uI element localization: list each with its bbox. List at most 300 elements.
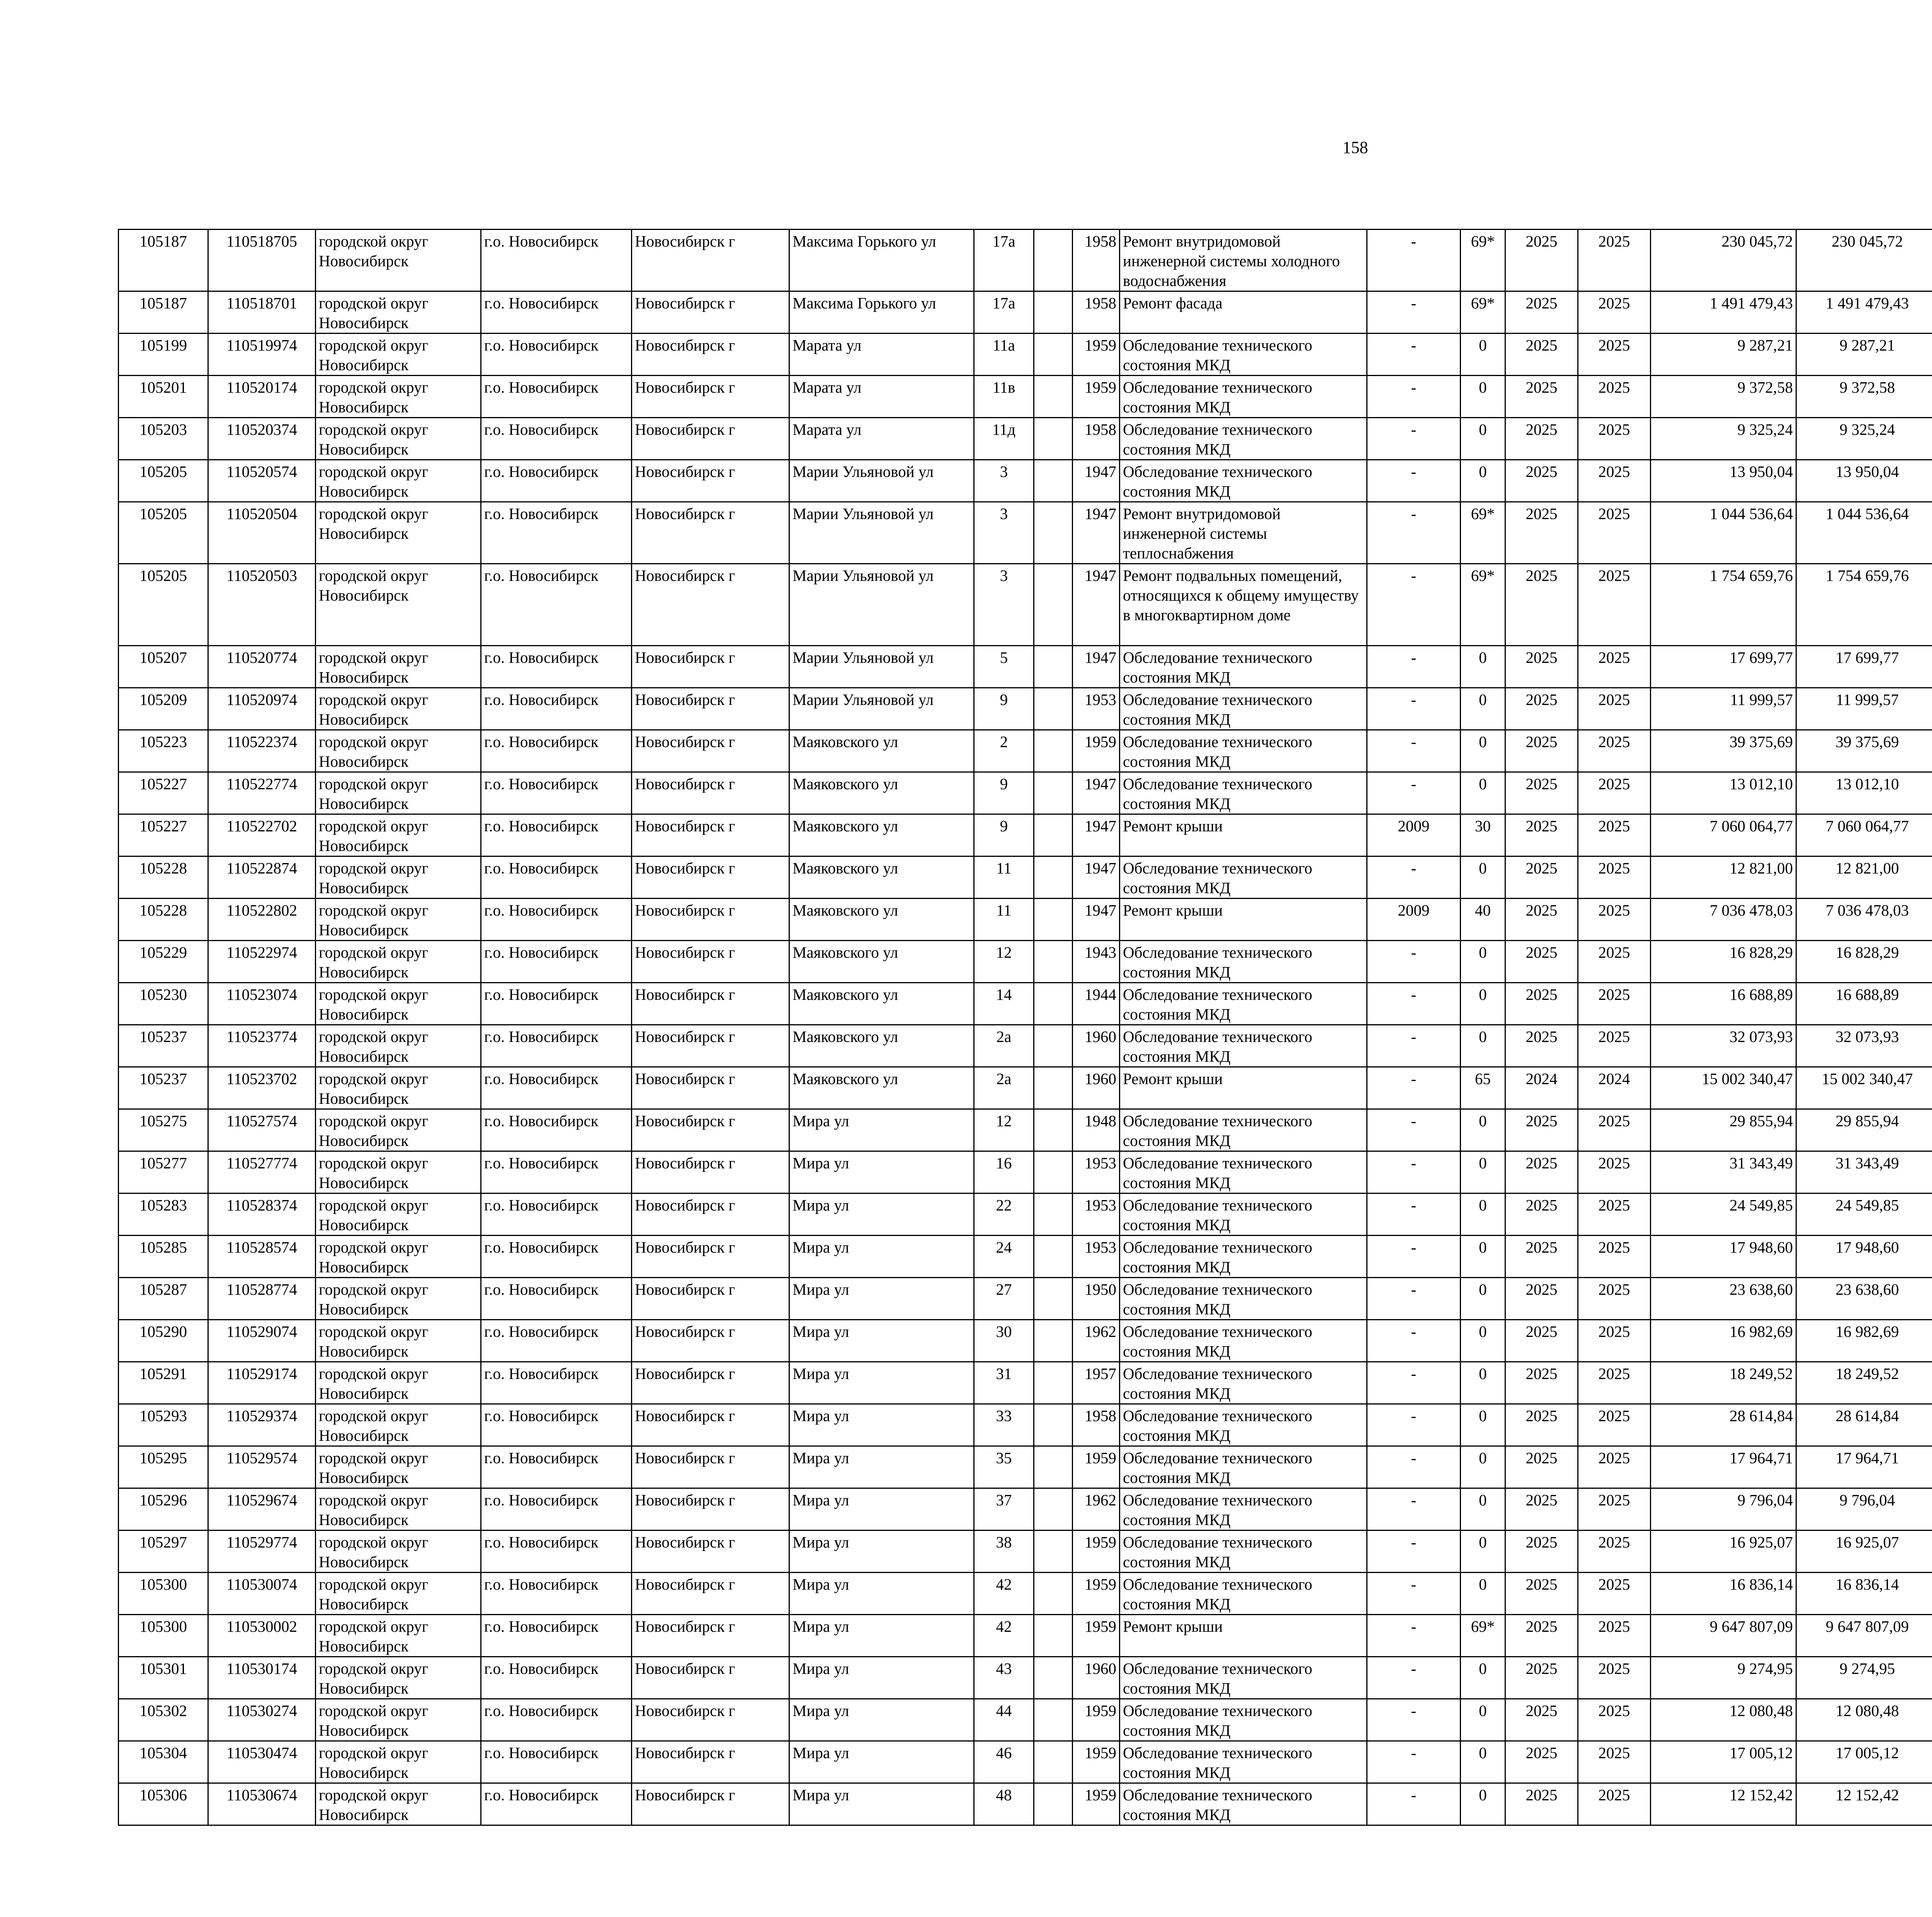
cell-record-id: 105285 bbox=[119, 1236, 208, 1278]
cell-plan-year-end: 2025 bbox=[1578, 502, 1651, 564]
cell-wear-percent: 0 bbox=[1461, 646, 1505, 688]
cell-wear-percent: 0 bbox=[1461, 1783, 1505, 1825]
cell-street: Марата ул bbox=[789, 334, 974, 376]
cell-object-code: 110520504 bbox=[208, 502, 316, 564]
cell-last-repair-year: - bbox=[1367, 1446, 1461, 1488]
cell-build-year: 1959 bbox=[1073, 1615, 1120, 1657]
cell-plan-year-end: 2025 bbox=[1578, 772, 1651, 814]
cell-fund-cost: 9 372,58 bbox=[1796, 376, 1932, 418]
cell-settlement: Новосибирск г bbox=[632, 1320, 789, 1362]
cell-house-letter bbox=[1034, 730, 1073, 772]
cell-house-letter bbox=[1034, 1488, 1073, 1531]
cell-build-year: 1959 bbox=[1073, 1531, 1120, 1573]
cell-municipality: городской округ Новосибирск bbox=[316, 1783, 481, 1825]
cell-municipality: городской округ Новосибирск bbox=[316, 1657, 481, 1699]
cell-last-repair-year: - bbox=[1367, 1278, 1461, 1320]
cell-fund-cost: 17 964,71 bbox=[1796, 1446, 1932, 1488]
cell-record-id: 105237 bbox=[119, 1025, 208, 1067]
cell-fund-cost: 17 005,12 bbox=[1796, 1741, 1932, 1783]
cell-object-code: 110522874 bbox=[208, 856, 316, 899]
cell-last-repair-year: - bbox=[1367, 1067, 1461, 1109]
cell-house-number: 48 bbox=[974, 1783, 1034, 1825]
cell-total-cost: 17 948,60 bbox=[1651, 1236, 1796, 1278]
cell-record-id: 105300 bbox=[119, 1573, 208, 1615]
cell-object-code: 110523074 bbox=[208, 983, 316, 1025]
cell-municipal-district: г.о. Новосибирск bbox=[481, 460, 632, 502]
cell-total-cost: 16 836,14 bbox=[1651, 1573, 1796, 1615]
cell-build-year: 1959 bbox=[1073, 730, 1120, 772]
cell-build-year: 1953 bbox=[1073, 1151, 1120, 1193]
cell-municipality: городской округ Новосибирск bbox=[316, 856, 481, 899]
cell-last-repair-year: - bbox=[1367, 688, 1461, 730]
cell-plan-year-start: 2025 bbox=[1505, 418, 1578, 460]
cell-total-cost: 17 964,71 bbox=[1651, 1446, 1796, 1488]
cell-record-id: 105300 bbox=[119, 1615, 208, 1657]
cell-plan-year-start: 2025 bbox=[1505, 1446, 1578, 1488]
cell-street: Мира ул bbox=[789, 1488, 974, 1531]
cell-plan-year-start: 2025 bbox=[1505, 1783, 1578, 1825]
table-row bbox=[119, 941, 1932, 983]
cell-house-letter bbox=[1034, 376, 1073, 418]
cell-plan-year-start: 2025 bbox=[1505, 688, 1578, 730]
cell-build-year: 1947 bbox=[1073, 460, 1120, 502]
cell-last-repair-year: - bbox=[1367, 941, 1461, 983]
cell-object-code: 110530174 bbox=[208, 1657, 316, 1699]
cell-plan-year-start: 2025 bbox=[1505, 1362, 1578, 1404]
cell-street: Маяковского ул bbox=[789, 899, 974, 941]
cell-settlement: Новосибирск г bbox=[632, 1025, 789, 1067]
cell-fund-cost: 1 754 659,76 bbox=[1796, 564, 1932, 646]
cell-municipal-district: г.о. Новосибирск bbox=[481, 1278, 632, 1320]
cell-total-cost: 7 060 064,77 bbox=[1651, 814, 1796, 856]
cell-plan-year-start: 2025 bbox=[1505, 856, 1578, 899]
table-row bbox=[119, 291, 1932, 334]
cell-house-letter bbox=[1034, 941, 1073, 983]
cell-wear-percent: 0 bbox=[1461, 1320, 1505, 1362]
cell-street: Мира ул bbox=[789, 1109, 974, 1151]
cell-record-id: 105203 bbox=[119, 418, 208, 460]
cell-settlement: Новосибирск г bbox=[632, 1783, 789, 1825]
cell-fund-cost: 16 982,69 bbox=[1796, 1320, 1932, 1362]
cell-settlement: Новосибирск г bbox=[632, 291, 789, 334]
cell-plan-year-end: 2025 bbox=[1578, 1531, 1651, 1573]
cell-wear-percent: 40 bbox=[1461, 899, 1505, 941]
cell-settlement: Новосибирск г bbox=[632, 1109, 789, 1151]
cell-house-number: 17а bbox=[974, 291, 1034, 334]
cell-object-code: 110530474 bbox=[208, 1741, 316, 1783]
cell-wear-percent: 0 bbox=[1461, 941, 1505, 983]
cell-house-letter bbox=[1034, 1320, 1073, 1362]
cell-municipality: городской округ Новосибирск bbox=[316, 941, 481, 983]
cell-record-id: 105205 bbox=[119, 502, 208, 564]
cell-house-number: 42 bbox=[974, 1573, 1034, 1615]
cell-record-id: 105227 bbox=[119, 814, 208, 856]
cell-municipal-district: г.о. Новосибирск bbox=[481, 1067, 632, 1109]
cell-house-letter bbox=[1034, 1699, 1073, 1741]
cell-street: Маяковского ул bbox=[789, 730, 974, 772]
cell-fund-cost: 9 647 807,09 bbox=[1796, 1615, 1932, 1657]
cell-municipality: городской округ Новосибирск bbox=[316, 1404, 481, 1446]
cell-plan-year-end: 2025 bbox=[1578, 1193, 1651, 1236]
cell-fund-cost: 16 925,07 bbox=[1796, 1531, 1932, 1573]
cell-plan-year-end: 2025 bbox=[1578, 334, 1651, 376]
cell-total-cost: 1 491 479,43 bbox=[1651, 291, 1796, 334]
cell-last-repair-year: - bbox=[1367, 1404, 1461, 1446]
cell-settlement: Новосибирск г bbox=[632, 814, 789, 856]
cell-plan-year-start: 2025 bbox=[1505, 1699, 1578, 1741]
table-row bbox=[119, 730, 1932, 772]
cell-work-type: Обследование технического состояния МКД bbox=[1120, 1109, 1367, 1151]
cell-last-repair-year: - bbox=[1367, 1151, 1461, 1193]
cell-plan-year-end: 2025 bbox=[1578, 230, 1651, 291]
cell-last-repair-year: - bbox=[1367, 1320, 1461, 1362]
cell-total-cost: 24 549,85 bbox=[1651, 1193, 1796, 1236]
cell-plan-year-start: 2025 bbox=[1505, 1488, 1578, 1531]
cell-wear-percent: 0 bbox=[1461, 1446, 1505, 1488]
cell-total-cost: 39 375,69 bbox=[1651, 730, 1796, 772]
cell-work-type: Ремонт крыши bbox=[1120, 1615, 1367, 1657]
table-row bbox=[119, 814, 1932, 856]
cell-plan-year-end: 2025 bbox=[1578, 814, 1651, 856]
cell-wear-percent: 69* bbox=[1461, 230, 1505, 291]
cell-municipal-district: г.о. Новосибирск bbox=[481, 1362, 632, 1404]
cell-object-code: 110528374 bbox=[208, 1193, 316, 1236]
cell-street: Мира ул bbox=[789, 1151, 974, 1193]
cell-fund-cost: 13 950,04 bbox=[1796, 460, 1932, 502]
cell-house-letter bbox=[1034, 460, 1073, 502]
cell-object-code: 110523702 bbox=[208, 1067, 316, 1109]
cell-settlement: Новосибирск г bbox=[632, 941, 789, 983]
cell-house-number: 3 bbox=[974, 460, 1034, 502]
cell-record-id: 105287 bbox=[119, 1278, 208, 1320]
cell-object-code: 110528574 bbox=[208, 1236, 316, 1278]
cell-plan-year-end: 2025 bbox=[1578, 1699, 1651, 1741]
cell-object-code: 110529074 bbox=[208, 1320, 316, 1362]
cell-settlement: Новосибирск г bbox=[632, 899, 789, 941]
cell-street: Мира ул bbox=[789, 1783, 974, 1825]
cell-fund-cost: 12 080,48 bbox=[1796, 1699, 1932, 1741]
cell-plan-year-end: 2025 bbox=[1578, 1573, 1651, 1615]
cell-object-code: 110518705 bbox=[208, 230, 316, 291]
cell-wear-percent: 0 bbox=[1461, 1278, 1505, 1320]
cell-work-type: Обследование технического состояния МКД bbox=[1120, 983, 1367, 1025]
cell-last-repair-year: - bbox=[1367, 1193, 1461, 1236]
cell-total-cost: 28 614,84 bbox=[1651, 1404, 1796, 1446]
cell-build-year: 1958 bbox=[1073, 291, 1120, 334]
cell-municipality: городской округ Новосибирск bbox=[316, 1025, 481, 1067]
cell-record-id: 105296 bbox=[119, 1488, 208, 1531]
table-body bbox=[119, 230, 1932, 1825]
cell-wear-percent: 0 bbox=[1461, 1488, 1505, 1531]
cell-plan-year-end: 2025 bbox=[1578, 291, 1651, 334]
cell-total-cost: 12 080,48 bbox=[1651, 1699, 1796, 1741]
cell-object-code: 110527774 bbox=[208, 1151, 316, 1193]
cell-house-number: 12 bbox=[974, 1109, 1034, 1151]
cell-settlement: Новосибирск г bbox=[632, 1657, 789, 1699]
cell-record-id: 105223 bbox=[119, 730, 208, 772]
cell-municipality: городской округ Новосибирск bbox=[316, 730, 481, 772]
cell-house-letter bbox=[1034, 1278, 1073, 1320]
cell-street: Максима Горького ул bbox=[789, 291, 974, 334]
cell-object-code: 110522974 bbox=[208, 941, 316, 983]
cell-build-year: 1962 bbox=[1073, 1488, 1120, 1531]
cell-municipal-district: г.о. Новосибирск bbox=[481, 856, 632, 899]
cell-record-id: 105237 bbox=[119, 1067, 208, 1109]
cell-settlement: Новосибирск г bbox=[632, 1362, 789, 1404]
cell-municipal-district: г.о. Новосибирск bbox=[481, 230, 632, 291]
cell-last-repair-year: - bbox=[1367, 646, 1461, 688]
cell-wear-percent: 0 bbox=[1461, 334, 1505, 376]
cell-record-id: 105199 bbox=[119, 334, 208, 376]
cell-wear-percent: 0 bbox=[1461, 1236, 1505, 1278]
cell-total-cost: 16 982,69 bbox=[1651, 1320, 1796, 1362]
cell-house-number: 2а bbox=[974, 1025, 1034, 1067]
cell-build-year: 1959 bbox=[1073, 376, 1120, 418]
cell-fund-cost: 9 287,21 bbox=[1796, 334, 1932, 376]
cell-settlement: Новосибирск г bbox=[632, 334, 789, 376]
cell-total-cost: 9 274,95 bbox=[1651, 1657, 1796, 1699]
cell-plan-year-end: 2025 bbox=[1578, 1236, 1651, 1278]
cell-house-number: 2а bbox=[974, 1067, 1034, 1109]
cell-house-letter bbox=[1034, 1362, 1073, 1404]
cell-house-letter bbox=[1034, 1067, 1073, 1109]
cell-build-year: 1947 bbox=[1073, 772, 1120, 814]
cell-work-type: Ремонт фасада bbox=[1120, 291, 1367, 334]
cell-work-type: Обследование технического состояния МКД bbox=[1120, 1236, 1367, 1278]
table-row bbox=[119, 376, 1932, 418]
cell-house-letter bbox=[1034, 1109, 1073, 1151]
cell-last-repair-year: - bbox=[1367, 1615, 1461, 1657]
cell-build-year: 1947 bbox=[1073, 856, 1120, 899]
cell-last-repair-year: - bbox=[1367, 230, 1461, 291]
cell-work-type: Обследование технического состояния МКД bbox=[1120, 1657, 1367, 1699]
cell-work-type: Обследование технического состояния МКД bbox=[1120, 772, 1367, 814]
cell-object-code: 110522374 bbox=[208, 730, 316, 772]
cell-fund-cost: 1 044 536,64 bbox=[1796, 502, 1932, 564]
cell-work-type: Ремонт крыши bbox=[1120, 1067, 1367, 1109]
cell-house-number: 17а bbox=[974, 230, 1034, 291]
cell-record-id: 105187 bbox=[119, 291, 208, 334]
table-row bbox=[119, 418, 1932, 460]
cell-street: Марии Ульяновой ул bbox=[789, 646, 974, 688]
cell-work-type: Ремонт крыши bbox=[1120, 899, 1367, 941]
cell-build-year: 1959 bbox=[1073, 1573, 1120, 1615]
cell-municipality: городской округ Новосибирск bbox=[316, 1109, 481, 1151]
cell-last-repair-year: - bbox=[1367, 1741, 1461, 1783]
cell-street: Мира ул bbox=[789, 1699, 974, 1741]
cell-build-year: 1950 bbox=[1073, 1278, 1120, 1320]
cell-house-number: 31 bbox=[974, 1362, 1034, 1404]
cell-record-id: 105227 bbox=[119, 772, 208, 814]
cell-fund-cost: 12 152,42 bbox=[1796, 1783, 1932, 1825]
table-row bbox=[119, 564, 1932, 646]
cell-municipal-district: г.о. Новосибирск bbox=[481, 983, 632, 1025]
cell-fund-cost: 9 274,95 bbox=[1796, 1657, 1932, 1699]
cell-municipal-district: г.о. Новосибирск bbox=[481, 334, 632, 376]
cell-settlement: Новосибирск г bbox=[632, 230, 789, 291]
cell-municipal-district: г.о. Новосибирск bbox=[481, 1573, 632, 1615]
cell-municipality: городской округ Новосибирск bbox=[316, 334, 481, 376]
cell-record-id: 105201 bbox=[119, 376, 208, 418]
cell-municipal-district: г.о. Новосибирск bbox=[481, 1404, 632, 1446]
cell-house-letter bbox=[1034, 1236, 1073, 1278]
cell-work-type: Ремонт внутридомовой инженерной системы холодного водоснабжения bbox=[1120, 230, 1367, 291]
cell-object-code: 110530074 bbox=[208, 1573, 316, 1615]
cell-wear-percent: 0 bbox=[1461, 1109, 1505, 1151]
cell-street: Мира ул bbox=[789, 1615, 974, 1657]
cell-plan-year-start: 2025 bbox=[1505, 376, 1578, 418]
cell-plan-year-start: 2025 bbox=[1505, 291, 1578, 334]
cell-record-id: 105230 bbox=[119, 983, 208, 1025]
cell-last-repair-year: - bbox=[1367, 1362, 1461, 1404]
cell-wear-percent: 0 bbox=[1461, 376, 1505, 418]
cell-object-code: 110529374 bbox=[208, 1404, 316, 1446]
cell-plan-year-end: 2025 bbox=[1578, 418, 1651, 460]
table-row bbox=[119, 1699, 1932, 1741]
cell-wear-percent: 0 bbox=[1461, 1404, 1505, 1446]
cell-last-repair-year: - bbox=[1367, 730, 1461, 772]
cell-build-year: 1960 bbox=[1073, 1025, 1120, 1067]
cell-plan-year-end: 2025 bbox=[1578, 1783, 1651, 1825]
cell-last-repair-year: - bbox=[1367, 418, 1461, 460]
cell-wear-percent: 0 bbox=[1461, 772, 1505, 814]
cell-settlement: Новосибирск г bbox=[632, 646, 789, 688]
cell-build-year: 1958 bbox=[1073, 1404, 1120, 1446]
cell-plan-year-end: 2025 bbox=[1578, 1025, 1651, 1067]
cell-municipality: городской округ Новосибирск bbox=[316, 1488, 481, 1531]
cell-fund-cost: 24 549,85 bbox=[1796, 1193, 1932, 1236]
cell-municipal-district: г.о. Новосибирск bbox=[481, 941, 632, 983]
cell-wear-percent: 0 bbox=[1461, 1025, 1505, 1067]
cell-build-year: 1959 bbox=[1073, 1699, 1120, 1741]
cell-wear-percent: 0 bbox=[1461, 730, 1505, 772]
cell-plan-year-start: 2025 bbox=[1505, 502, 1578, 564]
cell-plan-year-start: 2025 bbox=[1505, 334, 1578, 376]
cell-house-number: 30 bbox=[974, 1320, 1034, 1362]
cell-total-cost: 31 343,49 bbox=[1651, 1151, 1796, 1193]
cell-settlement: Новосибирск г bbox=[632, 1236, 789, 1278]
cell-municipality: городской округ Новосибирск bbox=[316, 1278, 481, 1320]
cell-municipal-district: г.о. Новосибирск bbox=[481, 1193, 632, 1236]
cell-build-year: 1958 bbox=[1073, 230, 1120, 291]
cell-plan-year-end: 2025 bbox=[1578, 1151, 1651, 1193]
cell-plan-year-start: 2025 bbox=[1505, 1109, 1578, 1151]
cell-street: Мира ул bbox=[789, 1531, 974, 1573]
table-row bbox=[119, 688, 1932, 730]
cell-house-letter bbox=[1034, 418, 1073, 460]
cell-object-code: 110522774 bbox=[208, 772, 316, 814]
table-row bbox=[119, 899, 1932, 941]
cell-object-code: 110527574 bbox=[208, 1109, 316, 1151]
cell-house-number: 12 bbox=[974, 941, 1034, 983]
cell-house-number: 11 bbox=[974, 899, 1034, 941]
cell-settlement: Новосибирск г bbox=[632, 1531, 789, 1573]
cell-street: Маяковского ул bbox=[789, 983, 974, 1025]
cell-total-cost: 9 796,04 bbox=[1651, 1488, 1796, 1531]
cell-settlement: Новосибирск г bbox=[632, 1278, 789, 1320]
cell-street: Мира ул bbox=[789, 1404, 974, 1446]
cell-object-code: 110530274 bbox=[208, 1699, 316, 1741]
cell-house-letter bbox=[1034, 688, 1073, 730]
cell-work-type: Обследование технического состояния МКД bbox=[1120, 1320, 1367, 1362]
cell-plan-year-start: 2025 bbox=[1505, 646, 1578, 688]
cell-municipality: городской округ Новосибирск bbox=[316, 1615, 481, 1657]
cell-record-id: 105290 bbox=[119, 1320, 208, 1362]
cell-street: Маяковского ул bbox=[789, 941, 974, 983]
cell-fund-cost: 29 855,94 bbox=[1796, 1109, 1932, 1151]
cell-house-number: 24 bbox=[974, 1236, 1034, 1278]
cell-municipality: городской округ Новосибирск bbox=[316, 460, 481, 502]
cell-last-repair-year: 2009 bbox=[1367, 899, 1461, 941]
cell-plan-year-end: 2025 bbox=[1578, 1320, 1651, 1362]
cell-settlement: Новосибирск г bbox=[632, 376, 789, 418]
cell-municipality: городской округ Новосибирск bbox=[316, 814, 481, 856]
cell-record-id: 105205 bbox=[119, 564, 208, 646]
cell-work-type: Обследование технического состояния МКД bbox=[1120, 1404, 1367, 1446]
cell-municipal-district: г.о. Новосибирск bbox=[481, 1320, 632, 1362]
cell-build-year: 1959 bbox=[1073, 1783, 1120, 1825]
cell-house-letter bbox=[1034, 291, 1073, 334]
cell-work-type: Обследование технического состояния МКД bbox=[1120, 1278, 1367, 1320]
table-row bbox=[119, 1320, 1932, 1362]
cell-record-id: 105207 bbox=[119, 646, 208, 688]
cell-plan-year-end: 2024 bbox=[1578, 1067, 1651, 1109]
cell-house-letter bbox=[1034, 1741, 1073, 1783]
cell-fund-cost: 12 821,00 bbox=[1796, 856, 1932, 899]
cell-object-code: 110520503 bbox=[208, 564, 316, 646]
cell-plan-year-end: 2025 bbox=[1578, 646, 1651, 688]
cell-plan-year-start: 2025 bbox=[1505, 941, 1578, 983]
cell-total-cost: 13 012,10 bbox=[1651, 772, 1796, 814]
cell-house-number: 11 bbox=[974, 856, 1034, 899]
table-row bbox=[119, 1783, 1932, 1825]
cell-house-number: 33 bbox=[974, 1404, 1034, 1446]
cell-settlement: Новосибирск г bbox=[632, 1488, 789, 1531]
cell-last-repair-year: - bbox=[1367, 334, 1461, 376]
cell-plan-year-start: 2024 bbox=[1505, 1067, 1578, 1109]
cell-build-year: 1947 bbox=[1073, 502, 1120, 564]
cell-plan-year-start: 2025 bbox=[1505, 230, 1578, 291]
cell-fund-cost: 32 073,93 bbox=[1796, 1025, 1932, 1067]
cell-house-number: 11а bbox=[974, 334, 1034, 376]
cell-wear-percent: 0 bbox=[1461, 1193, 1505, 1236]
cell-municipal-district: г.о. Новосибирск bbox=[481, 646, 632, 688]
cell-house-number: 2 bbox=[974, 730, 1034, 772]
cell-total-cost: 12 821,00 bbox=[1651, 856, 1796, 899]
cell-municipality: городской округ Новосибирск bbox=[316, 1067, 481, 1109]
cell-street: Максима Горького ул bbox=[789, 230, 974, 291]
cell-house-number: 43 bbox=[974, 1657, 1034, 1699]
cell-municipality: городской округ Новосибирск bbox=[316, 1193, 481, 1236]
cell-house-letter bbox=[1034, 1531, 1073, 1573]
cell-total-cost: 12 152,42 bbox=[1651, 1783, 1796, 1825]
cell-municipality: городской округ Новосибирск bbox=[316, 1446, 481, 1488]
cell-build-year: 1947 bbox=[1073, 646, 1120, 688]
cell-house-number: 9 bbox=[974, 814, 1034, 856]
cell-plan-year-end: 2025 bbox=[1578, 1615, 1651, 1657]
cell-total-cost: 16 925,07 bbox=[1651, 1531, 1796, 1573]
cell-total-cost: 23 638,60 bbox=[1651, 1278, 1796, 1320]
cell-last-repair-year: - bbox=[1367, 1236, 1461, 1278]
cell-total-cost: 7 036 478,03 bbox=[1651, 899, 1796, 941]
cell-last-repair-year: - bbox=[1367, 1109, 1461, 1151]
cell-work-type: Обследование технического состояния МКД bbox=[1120, 418, 1367, 460]
table-row bbox=[119, 334, 1932, 376]
cell-street: Мира ул bbox=[789, 1278, 974, 1320]
cell-house-number: 42 bbox=[974, 1615, 1034, 1657]
cell-municipality: городской округ Новосибирск bbox=[316, 899, 481, 941]
cell-record-id: 105187 bbox=[119, 230, 208, 291]
